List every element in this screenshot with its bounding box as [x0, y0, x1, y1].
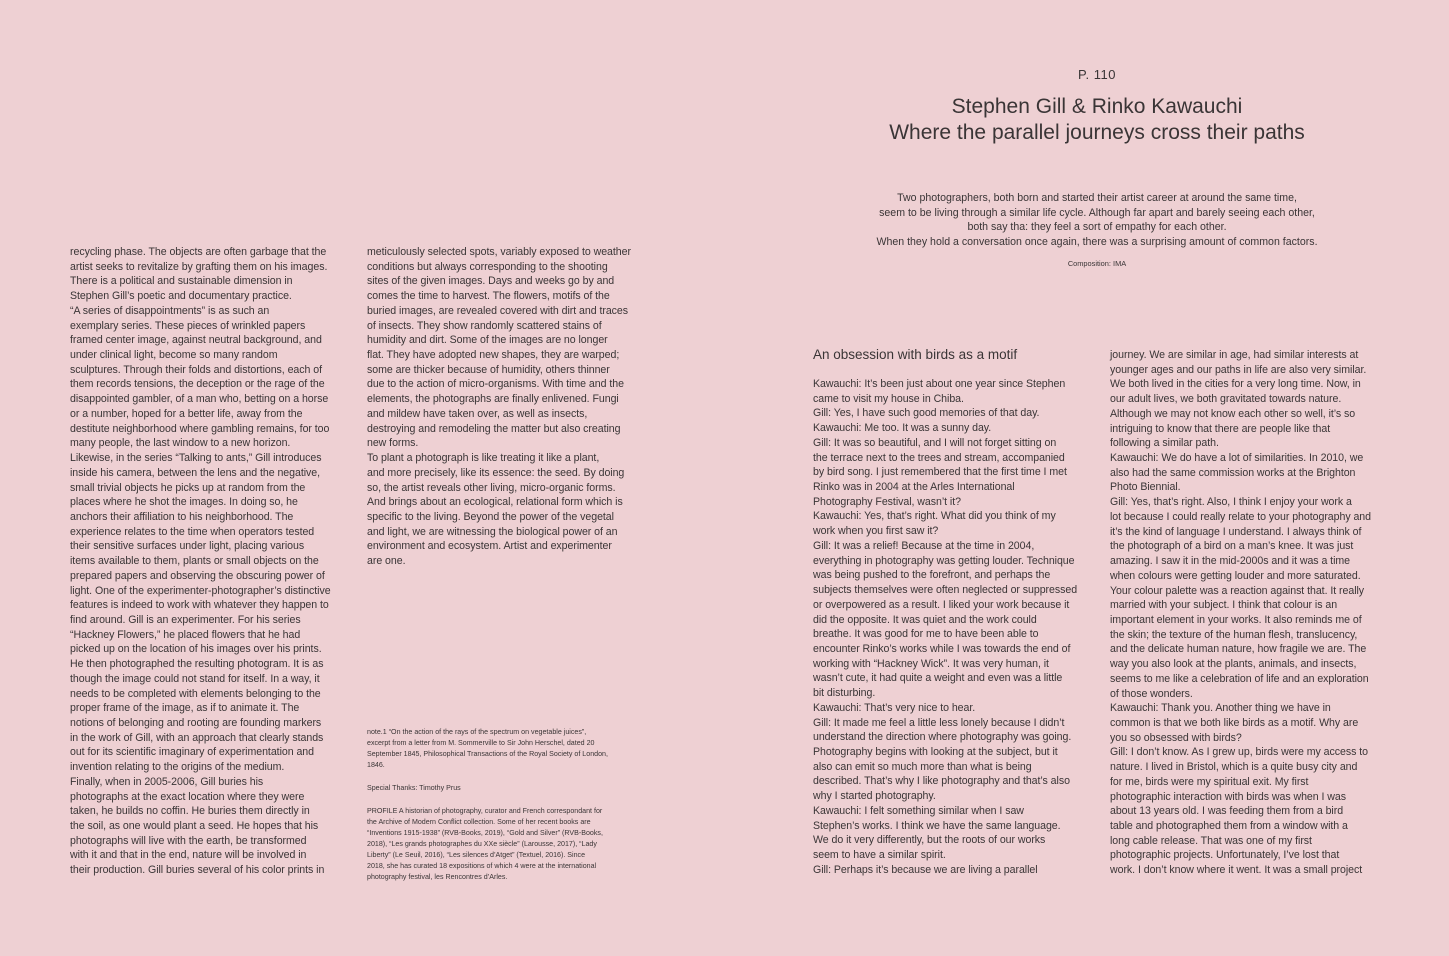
footnote-1: note.1 “On the action of the rays of the spectrum on vegetable juices”, excerpt from a letter from M. Sommerville to Sir John Herschel, dated 20 September 1845, Philosophical Transactions of the Royal Society of London, 1846.: [367, 728, 608, 769]
title-line-2: Where the parallel journeys cross their paths: [889, 121, 1305, 144]
special-thanks: Special Thanks: Timothy Prus: [367, 784, 461, 792]
article-title: [827, 94, 1367, 146]
left-page-column-2: meticulously selected spots, variably exposed to weather conditions but always corresponding to the shooting sites of the given images. Days and weeks go by and comes the time to harvest. The flowers, motifs of the buried images, are revealed covered with dirt and traces of insects. They show randomly scattered stains of humidity and dirt. Some of the images are no longer flat. They have adopted new shapes, they are warped; some are thicker because of humidity, others thinner due to the action of micro-organisms. With time and the elements, the photographs are finally enlivened. Fungi and mildew have taken over, as well as insects, destroying and remodeling the matter but also creating new forms. To plant a photograph is like treating it like a plant, and more precisely, like its essence: the seed. By doing so, the artist reveals other living, micro-organic forms. And brings about an ecological, relational form which is specific to the living. Beyond the power of the vegetal and light, we are witnessing the biological power of an environment and ecosystem. Artist and experimenter are one.: [367, 246, 631, 568]
left-page-column-1: recycling phase. The objects are often garbage that the artist seeks to revitalize by grafting them on his images. There is a political and sustainable dimension in Stephen Gill’s poetic and documentary practice. “A series of disappointments” is as such an exemplary series. These pieces of wrinkled papers framed center image, against neutral background, and under clinical light, become so many random sculptures. Through their folds and distortions, each of them records tensions, the deception or the rage of the disappointed gambler, of a man who, betting on a horse or a number, hoped for a better life, away from the destitute neighborhood where gambling remains, for too many people, the last window to a new horizon. Likewise, in the series “Talking to ants,” Gill introduces inside his camera, between the lens and the negative, small trivial objects he picks up at random from the places where he shot the images. In doing so, he anchors their affiliation to his neighborhood. The experience relates to the time when operators tested their sensitive surfaces under light, placing various items available to them, plants or small objects on the prepared papers and observing the obscuring power of light. One of the experimenter-photographer’s distinctive features is indeed to work with whatever they happen to find around. Gill is an experimenter. For his series “Hackney Flowers,” he placed flowers that he had picked up on the location of his images over his prints. He then photographed the resulting photogram. It is as though the image could not stand for itself. In a way, it needs to be completed with elements belonging to the proper frame of the image, as if to animate it. The notions of belonging and rooting are founding markers in the work of Gill, with an approach that clearly stands out for its scientific imaginary of experimentation and invention relating to the origins of the medium. Finally, when in 2005-2006, Gill buries his photographs at the exact location where they were taken, he builds no coffin. He buries them directly in the soil, as one would plant a seed. He hopes that his photographs will live with the earth, be transformed with it and that in the end, nature will be involved in their production. Gill buries several of his color prints in: [70, 246, 331, 877]
composition-credit: Composition: IMA: [1067, 259, 1127, 268]
section-heading: An obsession with birds as a motif: [813, 347, 1018, 362]
article-intro: Two photographers, both born and started their artist career at around the same time, seem to be living through a similar life cycle. Although far apart and barely seeing each other, both say tha: they feel a sort of empathy for each other. When they hold a conversation once again, there was a surprising amount of common factors.: [876, 192, 1318, 248]
footnotes: [367, 727, 643, 895]
right-page-column-1: Kawauchi: It’s been just about one year since Stephen came to visit my house in Chiba. Gill: Yes, I have such good memories of that day. Kawauchi: Me too. It was a sunny day. Gill: It was so beautiful, and I will not forget sitting on the terrace next to the trees and stream, accompanied by bird song. I just remembered that the first time I met Rinko was in 2004 at the Arles International Photography Festival, wasn’t it? Kawauchi: Yes, that’s right. What did you think of my work when you first saw it? Gill: It was a relief! Because at the time in 2004, everything in photography was getting louder. Technique was being pushed to the forefront, and perhaps the subjects themselves were often neglected or suppressed or overpowered as a result. I liked your work because it did the opposite. It was quiet and the work could breathe. It was good for me to have been able to encounter Rinko’s works while I was towards the end of working with “Hackney Wick”. It was very human, it wasn’t cute, it had quite a weight and even was a little bit disturbing. Kawauchi: That’s very nice to hear. Gill: It made me feel a little less lonely because I didn’t understand the direction where photography was going. Photography begins with looking at the subject, but it also can emit so much more than what is being described. That’s why I like photography and that’s also why I started photography. Kawauchi: I felt something similar when I saw Stephen’s works. I think we have the same language. We do it very differently, but the roots of our works seem to have a similar spirit. Gill: Perhaps it’s because we are living a parallel: [813, 378, 1078, 876]
right-page-column-2: journey. We are similar in age, had similar interests at younger ages and our paths in life are also very similar. We both lived in the cities for a very long time. Now, in our adult lives, we both gravitated towards nature. Although we may not know each other so well, it’s so intriguing to know that there are people like that following a similar path. Kawauchi: We do have a lot of similarities. In 2010, we also had the same commission works at the Brighton Photo Biennial. Gill: Yes, that’s right. Also, I think I enjoy your work a lot because I could really relate to your photography and it’s the kind of language I understand. I always think of the photograph of a bird on a man’s knee. It was just amazing. I saw it in the mid-2000s and it was a time when colours were getting louder and more saturated. Your colour palette was a reaction against that. It really married with your subject. I think that colour is an important element in your works. It also reminds me of the skin; the texture of the human flesh, translucency, and the delicate human nature, how fragile we are. The way you also look at the plants, animals, and insects, seems to me like a celebration of life and an exploration of those wonders. Kawauchi: Thank you. Another thing we have in common is that we both like birds as a motif. Why are you so obsessed with birds? Gill: I don’t know. As I grew up, birds were my access to nature. I lived in Bristol, which is a quite busy city and for me, birds were my spiritual exit. My first photographic interaction with birds was when I was about 13 years old. I was feeding them from a bird table and photographed them from a window with a long cable release. That was one of my first photographic projects. Unfortunately, I’ve lost that work. I don’t know where it went. It was a small project: [1110, 349, 1371, 877]
author-profile: PROFILE A historian of photography, curator and French correspondant for the Archive of Modern Conflict collection. Some of her recent books are “Inventions 1915-1938” (RVB-Books, 2019), “Gold and Silver” (RVB-Books, 2018), “Les grands photographes du XXe siècle” (Larousse, 2017), “Lady Liberty” (Le Seuil, 2016), “Les silences d’Atget” (Textuel, 2016). Since 2018, she has curated 18 expositions of which 4 were at the international photography festival, les Rencontres d’Arles.: [367, 807, 603, 881]
title-line-1: Stephen Gill & Rinko Kawauchi: [951, 95, 1243, 118]
